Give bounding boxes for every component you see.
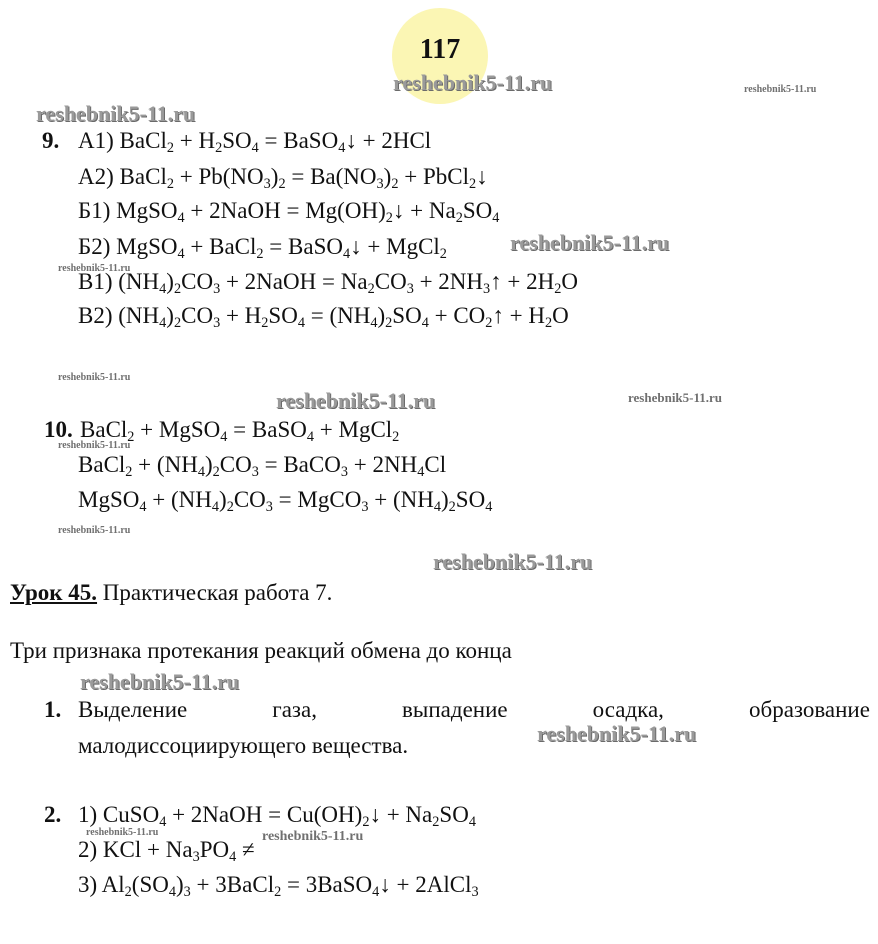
- equation-line: [78, 234, 447, 260]
- watermark: reshebnik5-11.ru: [80, 669, 240, 694]
- equation-line: [78, 128, 431, 154]
- watermark: reshebnik5-11.ru: [58, 263, 131, 274]
- task-number: 9.: [42, 128, 60, 153]
- item1-line2: малодиссоциирующего вещества.: [78, 733, 409, 758]
- equation-label: В1): [78, 269, 119, 294]
- equation-label: 3): [78, 872, 102, 897]
- watermark: reshebnik5-11.ru: [58, 372, 131, 383]
- watermark: reshebnik5-11.ru: [510, 230, 670, 255]
- equation-line: [78, 164, 488, 190]
- watermark: reshebnik5-11.ru: [628, 390, 723, 405]
- equation-line: [80, 417, 399, 443]
- equation-label: А2): [78, 164, 120, 189]
- watermark: reshebnik5-11.ru: [262, 829, 364, 844]
- equation-formula: BaCl$_2$ + $H_2SO_4$ = BaSO$_4$↓ + 2HCl: [119, 128, 432, 156]
- equation-formula: MgSO$_4$ + BaCl$_2$ = BaSO$_4$↓ + MgCl$_2$: [116, 234, 447, 262]
- watermark: reshebnik5-11.ru: [433, 549, 593, 574]
- signs-heading: Три признака протекания реакций обмена до конца: [10, 638, 512, 663]
- equation-label: 2): [78, 837, 103, 862]
- watermark: reshebnik5-11.ru: [537, 721, 697, 746]
- equation-line: [78, 303, 569, 329]
- watermark: reshebnik5-11.ru: [744, 84, 817, 95]
- equation-label: А1): [78, 128, 120, 153]
- item-number: 1.: [44, 697, 62, 722]
- word: выпадение: [402, 697, 508, 722]
- item1-line1: [78, 697, 870, 723]
- equation-line: [78, 198, 499, 224]
- watermark: reshebnik5-11.ru: [86, 827, 159, 838]
- equation-formula: $(NH_4)_2CO_3$ + 2NaOH = $Na_2CO_3$ + $2NH_3↑ + 2H_2O$: [118, 269, 579, 297]
- word: Выделение: [78, 697, 188, 722]
- equation-formula: CuSO$_4$ + 2NaOH = $Cu(OH)_2↓ + Na_2SO_4$: [102, 802, 476, 830]
- equation-formula: BaCl$_2$ + $Pb(NO_3)_2 = Ba(NO_3)_2$ + PbCl$_2$↓: [119, 164, 488, 192]
- equation-formula: $Al_2(SO_4)_3$ + 3BaCl$_2$ = 3BaSO$_4$↓ + 2AlCl$_3$: [101, 872, 479, 900]
- watermark: reshebnik5-11.ru: [276, 388, 436, 413]
- lesson-title: Практическая работа 7.: [102, 580, 333, 605]
- item-number: 2.: [44, 802, 62, 827]
- equation-line: [78, 802, 476, 828]
- equation-formula: KCl + $Na_3PO_4$ ≠: [102, 837, 255, 865]
- lesson-heading: [10, 580, 332, 606]
- watermark: reshebnik5-11.ru: [58, 525, 131, 536]
- word: осадка,: [592, 697, 664, 722]
- equation-line: [78, 452, 446, 478]
- equation-line: [78, 837, 255, 863]
- equation-line: [78, 487, 492, 513]
- page-number: 117: [419, 34, 461, 65]
- word: образование: [749, 697, 870, 722]
- task-number: 10.: [44, 417, 73, 442]
- equation-formula: $(NH_4)_2CO_3 + H_2SO_4 = (NH_4)_2SO_4$ + $CO_2↑ + H_2O$: [118, 303, 569, 331]
- equation-label: В2): [78, 303, 119, 328]
- word: газа,: [272, 697, 317, 722]
- lesson-label: Урок 45.: [10, 580, 98, 605]
- equation-label: 1): [78, 802, 103, 827]
- watermark: reshebnik5-11.ru: [36, 101, 196, 126]
- watermark: reshebnik5-11.ru: [393, 70, 553, 95]
- equation-line: [78, 269, 578, 295]
- equation-formula: MgSO$_4$ + 2NaOH = $Mg(OH)_2↓ + Na_2SO_4$: [116, 198, 500, 226]
- equation-formula: BaCl$_2$ + MgSO$_4$ = BaSO$_4$ + MgCl$_2$: [80, 417, 400, 445]
- equation-label: Б2): [78, 234, 117, 259]
- equation-line: [78, 872, 479, 898]
- equation-formula: BaCl$_2$ + $(NH_4)_2CO_3$ = BaCO$_3$ + $2NH_4Cl$: [78, 452, 447, 480]
- watermark: reshebnik5-11.ru: [58, 440, 131, 451]
- equation-label: Б1): [78, 198, 117, 223]
- equation-formula: MgSO$_4$ + $(NH_4)_2CO_3$ = MgCO$_3$ + $(NH_4)_2SO_4$: [78, 487, 493, 515]
